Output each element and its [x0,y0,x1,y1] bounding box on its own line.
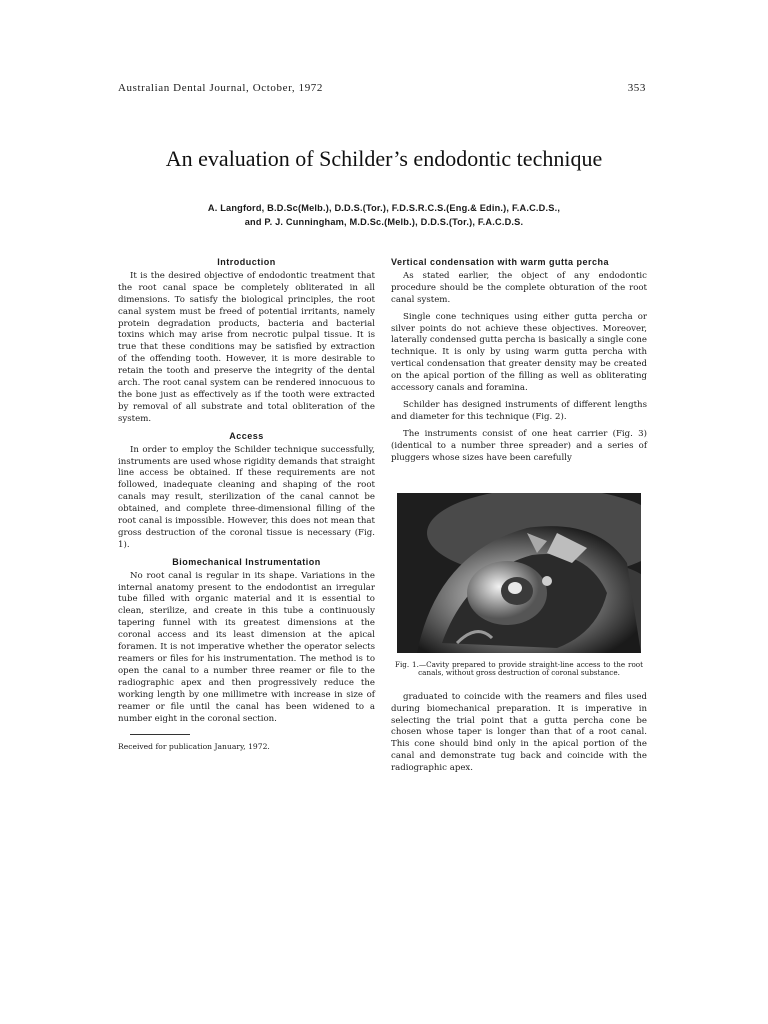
footnote-divider [130,734,190,735]
vc-paragraph-5: graduated to coincide with the reamers and files used during biomechanical preparation. It is imperative in selecting the trial point that a gutta percha cone be chosen whose taper is longer than that of a root canal. This cone should bind only in the apical portion of the canal and demonstrate tug back and coincide with the radiographic apex. [391,691,647,774]
access-heading: Access [229,430,264,441]
figure-1-caption: Fig. 1.—Cavity prepared to provide straight-line access to the root canals, without gross destruction of coronal substance. [395,659,643,678]
article-title: An evaluation of Schilder’s endodontic technique [165,146,603,171]
author-line-2: and P. J. Cunningham, M.D.Sc.(Melb.), D.D.S.(Tor.), F.A.C.D.S. [244,217,524,227]
vc-paragraph-4: The instruments consist of one heat carrier (Fig. 3) (identical to a number three spreader) and a series of pluggers whose sizes have been carefully [391,428,647,463]
running-head [118,82,646,94]
left-column [118,254,375,758]
figure-1-photograph [397,493,641,653]
vertical-condensation-heading: Vertical condensation with warm gutta percha [391,257,610,267]
page-number: 353 [627,82,646,94]
vc-paragraph-2: Single cone techniques using either gutta percha or silver points do not achieve these objectives. Moreover, laterally condensed gutta percha is basically a single cone technique. It is only by using warm gutta percha with vertical condensation that greater density may be created on the apical portion of the filling as well as obliterating accessory canals and foramina. [391,311,647,394]
biomechanical-paragraph: No root canal is regular in its shape. Variations in the internal anatomy present to the endodontist an irregular tube filled with organic material and it is essential to clean, sterilize, and create in this tube a continuously tapering funnel with its greatest dimensions at the coronal access and its least dimension at the apical foramen. It is not imperative whether the operator selects reamers or files for his instrumentation. The method is to open the canal to a number three reamer or file to the radiographic apex and then progressively reduce the working length by one millimetre with increase in size of reamer or file until the canal has been widened to a number eight in the coronal section. [118,570,375,724]
journal-citation: Australian Dental Journal, October, 1972 [118,82,324,94]
author-block [0,201,768,229]
footnote: Received for publication January, 1972. [118,742,270,752]
introduction-paragraph: It is the desired objective of endodontic treatment that the root canal space be completely obliterated in all dimensions. To satisfy the biological principles, the root canal system must be freed of potential irritants, namely protein degradation products, bacteria and bacterial toxins which may arise from necrotic pulpal tissue. It is true that these conditions may be satisfied by extraction of the offending tooth. However, it is more desirable to retain the tooth and preserve the integrity of the dental arch. The root canal system can be rendered innocuous to the bone just as effectively as if the tooth were extracted by removal of all substrate and total obliteration of the system. [118,270,375,424]
right-column [391,254,647,780]
tooth-cavity-photo [397,493,641,653]
vc-paragraph-3: Schilder has designed instruments of different lengths and diameter for this technique (Fig. 2). [391,399,647,422]
vc-paragraph-1: As stated earlier, the object of any endodontic procedure should be the complete obturation of the root canal system. [391,270,647,305]
author-line-1: A. Langford, B.D.Sc(Melb.), D.D.S.(Tor.), F.D.S.R.C.S.(Eng.& Edin.), F.A.C.D.S., [207,203,561,213]
introduction-heading: Introduction [217,257,276,267]
biomechanical-heading: Biomechanical Instrumentation [172,556,321,567]
access-paragraph: In order to employ the Schilder technique successfully, instruments are used whose rigidity demands that straight line access be obtained. If these requirements are not followed, inadequate cleaning and shaping of the root canals may result, sterilization of the canal cannot be obtained, and complete three-dimensional filling of the root canal is impossible. However, this does not mean that gross destruction of the coronal tissue is necessary (Fig. 1). [118,444,375,550]
